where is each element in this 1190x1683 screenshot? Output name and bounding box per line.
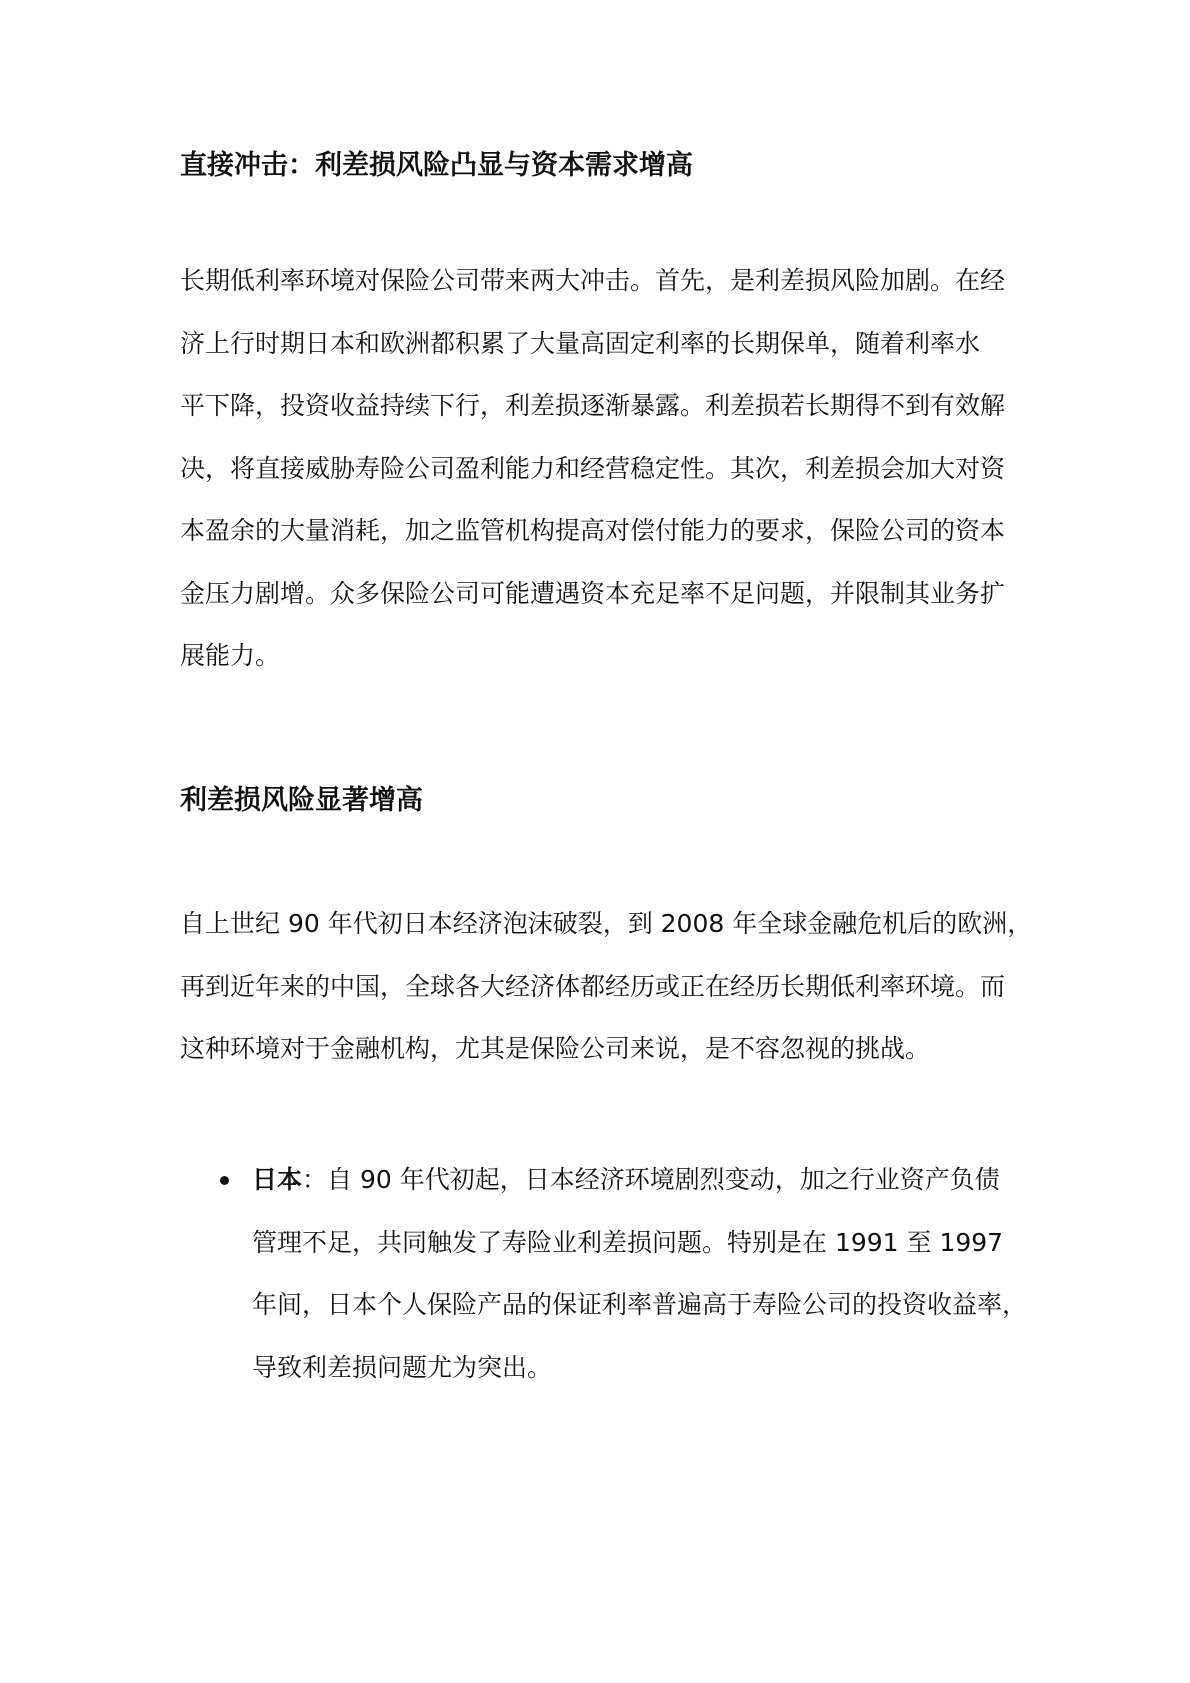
bullet-first-line-text: ：自 90 年代初起，日本经济环境剧烈变动，加之行业资产负债 (302, 1165, 1000, 1194)
paragraph-line: 自上世纪 90 年代初日本经济泡沫破裂，到 2008 年全球金融危机后的欧洲， (180, 909, 1033, 938)
bullet-line: 年间，日本个人保险产品的保证利率普遍高于寿险公司的投资收益率， (252, 1290, 1028, 1319)
bullet-line: 导致利差损问题尤为突出。 (252, 1352, 553, 1382)
paragraph-line: 决，将直接威胁寿险公司盈利能力和经营稳定性。其次，利差损会加大对资 (180, 453, 1006, 483)
paragraph-line: 这种环境对于金融机构，尤其是保险公司来说，是不容忽视的挑战。 (180, 1034, 931, 1063)
paragraph-line: 本盈余的大量消耗，加之监管机构提高对偿付能力的要求，保险公司的资本 (180, 516, 1006, 545)
bullet-first-line (252, 1149, 1032, 1212)
bullet-label: 日本 (252, 1165, 303, 1194)
bullet-dot-icon (220, 1176, 229, 1185)
section-heading-direct-impact: 直接冲击：利差损风险凸显与资本需求增高 (180, 150, 693, 181)
paragraph-line: 长期低利率环境对保险公司带来两大冲击。首先，是利差损风险加剧。在经 (180, 266, 1006, 295)
paragraph-line: 济上行时期日本和欧洲都积累了大量高固定利率的长期保单，随着利率水 (180, 328, 981, 358)
paragraph-low-rate-impact (180, 250, 1020, 688)
bullet-line: 管理不足，共同触发了寿险业利差损问题。特别是在 1991 至 1997 (252, 1227, 1004, 1257)
section-heading-spread-loss-risk: 利差损风险显著增高 (180, 785, 423, 816)
bullet-item-japan (252, 1149, 1032, 1399)
paragraph-global-low-rate (180, 893, 1033, 1081)
paragraph-line: 展能力。 (180, 641, 281, 670)
paragraph-line: 金压力剧增。众多保险公司可能遭遇资本充足率不足问题，并限制其业务扩 (180, 578, 1006, 608)
paragraph-line: 平下降，投资收益持续下行，利差损逐渐暴露。利差损若长期得不到有效解 (180, 391, 1006, 420)
paragraph-line: 再到近年来的中国，全球各大经济体都经历或正在经历长期低利率环境。而 (180, 971, 1006, 1001)
